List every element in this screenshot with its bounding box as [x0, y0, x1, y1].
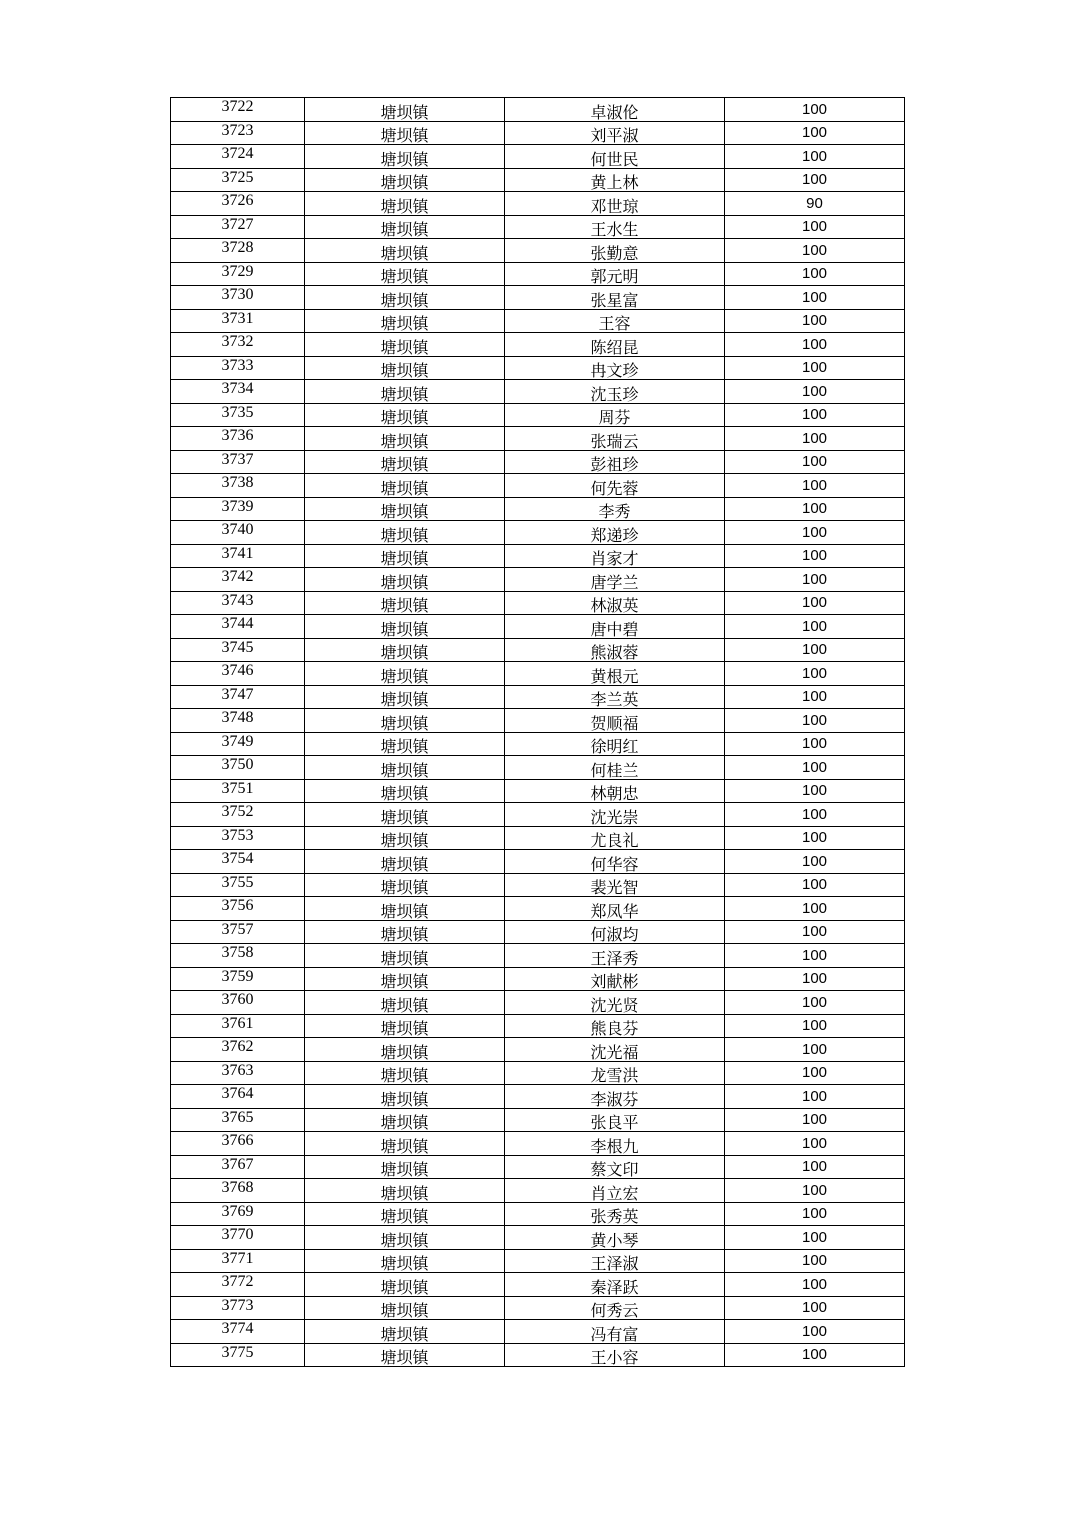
amount-cell: 100 — [725, 756, 905, 780]
amount-cell: 100 — [725, 145, 905, 169]
town-cell: 塘坝镇 — [305, 873, 505, 897]
amount-cell: 100 — [725, 544, 905, 568]
town-cell: 塘坝镇 — [305, 1296, 505, 1320]
town-cell: 塘坝镇 — [305, 1085, 505, 1109]
table-row — [171, 991, 905, 1015]
amount-cell: 100 — [725, 1226, 905, 1250]
town-cell: 塘坝镇 — [305, 991, 505, 1015]
name-cell: 王水生 — [505, 215, 725, 239]
table-row — [171, 685, 905, 709]
row-number-cell: 3759 — [171, 967, 305, 991]
table-row — [171, 450, 905, 474]
amount-cell: 100 — [725, 380, 905, 404]
amount-cell: 100 — [725, 1179, 905, 1203]
town-cell: 塘坝镇 — [305, 497, 505, 521]
row-number-cell: 3772 — [171, 1273, 305, 1297]
amount-cell: 100 — [725, 121, 905, 145]
name-cell: 唐中碧 — [505, 615, 725, 639]
town-cell: 塘坝镇 — [305, 826, 505, 850]
name-cell: 郑递珍 — [505, 521, 725, 545]
amount-cell: 100 — [725, 1085, 905, 1109]
town-cell: 塘坝镇 — [305, 356, 505, 380]
name-cell: 刘平淑 — [505, 121, 725, 145]
table-row — [171, 1296, 905, 1320]
name-cell: 张秀英 — [505, 1202, 725, 1226]
town-cell: 塘坝镇 — [305, 803, 505, 827]
table-row — [171, 850, 905, 874]
amount-cell: 100 — [725, 1108, 905, 1132]
table-row — [171, 944, 905, 968]
table-row — [171, 215, 905, 239]
town-cell: 塘坝镇 — [305, 98, 505, 122]
amount-cell: 100 — [725, 262, 905, 286]
town-cell: 塘坝镇 — [305, 544, 505, 568]
name-cell: 李秀 — [505, 497, 725, 521]
name-cell: 蔡文印 — [505, 1155, 725, 1179]
name-cell: 刘献彬 — [505, 967, 725, 991]
town-cell: 塘坝镇 — [305, 732, 505, 756]
table-row — [171, 168, 905, 192]
name-cell: 沈光福 — [505, 1038, 725, 1062]
table-row — [171, 356, 905, 380]
table-row — [171, 638, 905, 662]
name-cell: 肖立宏 — [505, 1179, 725, 1203]
town-cell: 塘坝镇 — [305, 1273, 505, 1297]
town-cell: 塘坝镇 — [305, 380, 505, 404]
row-number-cell: 3722 — [171, 98, 305, 122]
amount-cell: 100 — [725, 1038, 905, 1062]
row-number-cell: 3742 — [171, 568, 305, 592]
amount-cell: 100 — [725, 920, 905, 944]
town-cell: 塘坝镇 — [305, 192, 505, 216]
town-cell: 塘坝镇 — [305, 168, 505, 192]
amount-cell: 100 — [725, 850, 905, 874]
row-number-cell: 3766 — [171, 1132, 305, 1156]
name-cell: 沈玉珍 — [505, 380, 725, 404]
amount-cell: 100 — [725, 356, 905, 380]
row-number-cell: 3754 — [171, 850, 305, 874]
amount-cell: 100 — [725, 286, 905, 310]
town-cell: 塘坝镇 — [305, 239, 505, 263]
row-number-cell: 3729 — [171, 262, 305, 286]
amount-cell: 100 — [725, 1155, 905, 1179]
name-cell: 王小容 — [505, 1343, 725, 1367]
table-row — [171, 1038, 905, 1062]
amount-cell: 100 — [725, 1343, 905, 1367]
town-cell: 塘坝镇 — [305, 1320, 505, 1344]
name-cell: 陈绍昆 — [505, 333, 725, 357]
name-cell: 黄小琴 — [505, 1226, 725, 1250]
name-cell: 何秀云 — [505, 1296, 725, 1320]
amount-cell: 100 — [725, 944, 905, 968]
amount-cell: 100 — [725, 427, 905, 451]
town-cell: 塘坝镇 — [305, 474, 505, 498]
row-number-cell: 3746 — [171, 662, 305, 686]
table-row — [171, 591, 905, 615]
row-number-cell: 3725 — [171, 168, 305, 192]
name-cell: 李根九 — [505, 1132, 725, 1156]
amount-cell: 100 — [725, 568, 905, 592]
row-number-cell: 3726 — [171, 192, 305, 216]
table-row — [171, 1155, 905, 1179]
name-cell: 王泽淑 — [505, 1249, 725, 1273]
table-row — [171, 1061, 905, 1085]
amount-cell: 100 — [725, 450, 905, 474]
amount-cell: 100 — [725, 497, 905, 521]
amount-cell: 100 — [725, 1202, 905, 1226]
town-cell: 塘坝镇 — [305, 521, 505, 545]
town-cell: 塘坝镇 — [305, 145, 505, 169]
row-number-cell: 3775 — [171, 1343, 305, 1367]
name-cell: 王容 — [505, 309, 725, 333]
town-cell: 塘坝镇 — [305, 897, 505, 921]
name-cell: 何桂兰 — [505, 756, 725, 780]
amount-cell: 100 — [725, 803, 905, 827]
row-number-cell: 3758 — [171, 944, 305, 968]
table-row — [171, 873, 905, 897]
table-row — [171, 709, 905, 733]
table-row — [171, 1108, 905, 1132]
name-cell: 卓淑伦 — [505, 98, 725, 122]
town-cell: 塘坝镇 — [305, 685, 505, 709]
amount-cell: 100 — [725, 1320, 905, 1344]
row-number-cell: 3732 — [171, 333, 305, 357]
name-cell: 裴光智 — [505, 873, 725, 897]
town-cell: 塘坝镇 — [305, 1202, 505, 1226]
amount-cell: 100 — [725, 1249, 905, 1273]
name-cell: 秦泽跃 — [505, 1273, 725, 1297]
row-number-cell: 3738 — [171, 474, 305, 498]
row-number-cell: 3763 — [171, 1061, 305, 1085]
amount-cell: 100 — [725, 709, 905, 733]
amount-cell: 100 — [725, 1061, 905, 1085]
town-cell: 塘坝镇 — [305, 1343, 505, 1367]
town-cell: 塘坝镇 — [305, 615, 505, 639]
town-cell: 塘坝镇 — [305, 920, 505, 944]
name-cell: 何世民 — [505, 145, 725, 169]
row-number-cell: 3747 — [171, 685, 305, 709]
name-cell: 郑凤华 — [505, 897, 725, 921]
row-number-cell: 3751 — [171, 779, 305, 803]
amount-cell: 100 — [725, 873, 905, 897]
table-row — [171, 1014, 905, 1038]
row-number-cell: 3755 — [171, 873, 305, 897]
amount-cell: 100 — [725, 98, 905, 122]
row-number-cell: 3730 — [171, 286, 305, 310]
amount-cell: 100 — [725, 991, 905, 1015]
row-number-cell: 3731 — [171, 309, 305, 333]
table-row — [171, 474, 905, 498]
table-body — [171, 98, 905, 1367]
name-cell: 徐明红 — [505, 732, 725, 756]
town-cell: 塘坝镇 — [305, 1132, 505, 1156]
table-row — [171, 1273, 905, 1297]
town-cell: 塘坝镇 — [305, 1249, 505, 1273]
name-cell: 彭祖珍 — [505, 450, 725, 474]
amount-cell: 100 — [725, 474, 905, 498]
name-cell: 沈光崇 — [505, 803, 725, 827]
row-number-cell: 3774 — [171, 1320, 305, 1344]
name-cell: 贺顺福 — [505, 709, 725, 733]
amount-cell: 100 — [725, 168, 905, 192]
row-number-cell: 3771 — [171, 1249, 305, 1273]
name-cell: 林朝忠 — [505, 779, 725, 803]
town-cell: 塘坝镇 — [305, 638, 505, 662]
name-cell: 熊淑蓉 — [505, 638, 725, 662]
row-number-cell: 3753 — [171, 826, 305, 850]
town-cell: 塘坝镇 — [305, 1014, 505, 1038]
table-row — [171, 1249, 905, 1273]
amount-cell: 100 — [725, 1296, 905, 1320]
amount-cell: 100 — [725, 333, 905, 357]
name-cell: 邓世琼 — [505, 192, 725, 216]
name-cell: 冯有富 — [505, 1320, 725, 1344]
amount-cell: 100 — [725, 521, 905, 545]
table-row — [171, 1132, 905, 1156]
name-cell: 何先蓉 — [505, 474, 725, 498]
town-cell: 塘坝镇 — [305, 967, 505, 991]
row-number-cell: 3740 — [171, 521, 305, 545]
town-cell: 塘坝镇 — [305, 568, 505, 592]
amount-cell: 100 — [725, 732, 905, 756]
name-cell: 李兰英 — [505, 685, 725, 709]
town-cell: 塘坝镇 — [305, 1155, 505, 1179]
table-row — [171, 1226, 905, 1250]
table-row — [171, 380, 905, 404]
row-number-cell: 3756 — [171, 897, 305, 921]
town-cell: 塘坝镇 — [305, 662, 505, 686]
row-number-cell: 3735 — [171, 403, 305, 427]
table-row — [171, 732, 905, 756]
row-number-cell: 3737 — [171, 450, 305, 474]
name-cell: 熊良芬 — [505, 1014, 725, 1038]
amount-cell: 100 — [725, 967, 905, 991]
table-row — [171, 920, 905, 944]
name-cell: 何淑均 — [505, 920, 725, 944]
row-number-cell: 3765 — [171, 1108, 305, 1132]
name-cell: 郭元明 — [505, 262, 725, 286]
row-number-cell: 3761 — [171, 1014, 305, 1038]
name-cell: 肖家才 — [505, 544, 725, 568]
row-number-cell: 3769 — [171, 1202, 305, 1226]
row-number-cell: 3749 — [171, 732, 305, 756]
name-cell: 龙雪洪 — [505, 1061, 725, 1085]
row-number-cell: 3767 — [171, 1155, 305, 1179]
town-cell: 塘坝镇 — [305, 333, 505, 357]
name-cell: 张瑞云 — [505, 427, 725, 451]
name-cell: 林淑英 — [505, 591, 725, 615]
row-number-cell: 3736 — [171, 427, 305, 451]
table-row — [171, 967, 905, 991]
amount-cell: 100 — [725, 662, 905, 686]
amount-cell: 100 — [725, 309, 905, 333]
table-row — [171, 1320, 905, 1344]
town-cell: 塘坝镇 — [305, 286, 505, 310]
row-number-cell: 3752 — [171, 803, 305, 827]
table-row — [171, 192, 905, 216]
amount-cell: 100 — [725, 779, 905, 803]
amount-cell: 100 — [725, 685, 905, 709]
town-cell: 塘坝镇 — [305, 709, 505, 733]
table-row — [171, 497, 905, 521]
town-cell: 塘坝镇 — [305, 756, 505, 780]
row-number-cell: 3760 — [171, 991, 305, 1015]
name-cell: 张星富 — [505, 286, 725, 310]
table-row — [171, 544, 905, 568]
name-cell: 冉文珍 — [505, 356, 725, 380]
town-cell: 塘坝镇 — [305, 403, 505, 427]
name-cell: 黄上林 — [505, 168, 725, 192]
table-row — [171, 262, 905, 286]
town-cell: 塘坝镇 — [305, 944, 505, 968]
name-cell: 沈光贤 — [505, 991, 725, 1015]
row-number-cell: 3750 — [171, 756, 305, 780]
town-cell: 塘坝镇 — [305, 309, 505, 333]
table-row — [171, 286, 905, 310]
name-cell: 唐学兰 — [505, 568, 725, 592]
table-row — [171, 98, 905, 122]
amount-cell: 100 — [725, 1273, 905, 1297]
row-number-cell: 3770 — [171, 1226, 305, 1250]
amount-cell: 100 — [725, 215, 905, 239]
table-row — [171, 403, 905, 427]
table-row — [171, 145, 905, 169]
row-number-cell: 3768 — [171, 1179, 305, 1203]
row-number-cell: 3743 — [171, 591, 305, 615]
town-cell: 塘坝镇 — [305, 450, 505, 474]
name-cell: 周芬 — [505, 403, 725, 427]
table-row — [171, 309, 905, 333]
amount-cell: 100 — [725, 826, 905, 850]
amount-cell: 100 — [725, 403, 905, 427]
table-row — [171, 239, 905, 263]
table-row — [171, 779, 905, 803]
town-cell: 塘坝镇 — [305, 427, 505, 451]
town-cell: 塘坝镇 — [305, 1179, 505, 1203]
amount-cell: 100 — [725, 638, 905, 662]
row-number-cell: 3728 — [171, 239, 305, 263]
table-row — [171, 121, 905, 145]
table-row — [171, 1343, 905, 1367]
row-number-cell: 3764 — [171, 1085, 305, 1109]
table-row — [171, 427, 905, 451]
table-row — [171, 521, 905, 545]
amount-cell: 100 — [725, 615, 905, 639]
row-number-cell: 3757 — [171, 920, 305, 944]
town-cell: 塘坝镇 — [305, 1061, 505, 1085]
name-cell: 王泽秀 — [505, 944, 725, 968]
amount-cell: 100 — [725, 897, 905, 921]
amount-cell: 90 — [725, 192, 905, 216]
town-cell: 塘坝镇 — [305, 1226, 505, 1250]
town-cell: 塘坝镇 — [305, 262, 505, 286]
table-row — [171, 897, 905, 921]
row-number-cell: 3773 — [171, 1296, 305, 1320]
name-cell: 尤良礼 — [505, 826, 725, 850]
amount-cell: 100 — [725, 1132, 905, 1156]
name-cell: 何华容 — [505, 850, 725, 874]
table-row — [171, 803, 905, 827]
table-row — [171, 568, 905, 592]
name-cell: 李淑芬 — [505, 1085, 725, 1109]
town-cell: 塘坝镇 — [305, 121, 505, 145]
row-number-cell: 3741 — [171, 544, 305, 568]
table-row — [171, 826, 905, 850]
amount-cell: 100 — [725, 1014, 905, 1038]
town-cell: 塘坝镇 — [305, 1108, 505, 1132]
table-row — [171, 1202, 905, 1226]
row-number-cell: 3739 — [171, 497, 305, 521]
row-number-cell: 3762 — [171, 1038, 305, 1062]
name-cell: 张良平 — [505, 1108, 725, 1132]
town-cell: 塘坝镇 — [305, 591, 505, 615]
table-row — [171, 662, 905, 686]
row-number-cell: 3733 — [171, 356, 305, 380]
amount-cell: 100 — [725, 239, 905, 263]
row-number-cell: 3744 — [171, 615, 305, 639]
row-number-cell: 3727 — [171, 215, 305, 239]
table-row — [171, 615, 905, 639]
row-number-cell: 3724 — [171, 145, 305, 169]
row-number-cell: 3745 — [171, 638, 305, 662]
name-cell: 黄根元 — [505, 662, 725, 686]
table-row — [171, 756, 905, 780]
table-row — [171, 1085, 905, 1109]
data-table — [170, 97, 905, 1367]
table-row — [171, 333, 905, 357]
town-cell: 塘坝镇 — [305, 215, 505, 239]
town-cell: 塘坝镇 — [305, 850, 505, 874]
row-number-cell: 3723 — [171, 121, 305, 145]
amount-cell: 100 — [725, 591, 905, 615]
town-cell: 塘坝镇 — [305, 1038, 505, 1062]
row-number-cell: 3734 — [171, 380, 305, 404]
row-number-cell: 3748 — [171, 709, 305, 733]
table-row — [171, 1179, 905, 1203]
name-cell: 张勤意 — [505, 239, 725, 263]
town-cell: 塘坝镇 — [305, 779, 505, 803]
